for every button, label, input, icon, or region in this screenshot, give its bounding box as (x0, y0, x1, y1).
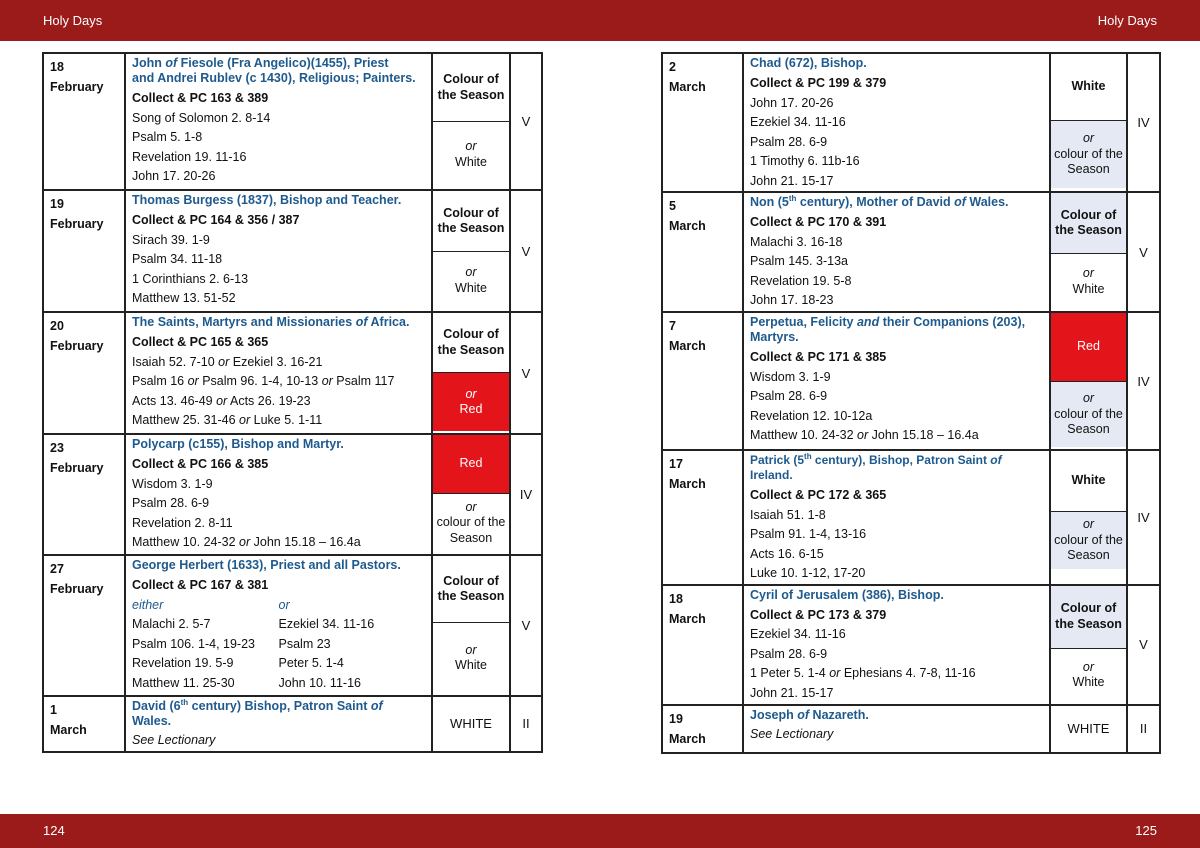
commemoration-title: John of Fiesole (Fra Angelico)(1455), Priest and Andrei Rublev (c 1430), Religious; Painters. (132, 56, 416, 85)
liturgical-colour-cell (1050, 53, 1127, 192)
colour-primary: White (1071, 79, 1106, 94)
colour-alternative: or colour of the Season (1051, 381, 1126, 447)
rank-numeral: V (1127, 192, 1160, 312)
content-cell (743, 312, 1050, 450)
reading: John 17. 20-26 (750, 95, 834, 110)
collect-line: Collect & PC 173 & 379 (750, 607, 887, 622)
content-cell (743, 192, 1050, 312)
colour-alternative: or White (1051, 253, 1126, 309)
reading: Psalm 34. 11-18 (132, 252, 223, 266)
month: February (50, 80, 104, 94)
header-bar (0, 0, 1200, 41)
reading: Wisdom 3. 1-9 (132, 476, 213, 491)
reading: Psalm 106. 1-4, 19-23 (132, 636, 255, 651)
colour-primary: Colour of the Season (437, 72, 505, 102)
reading: Psalm 16 or Psalm 96. 1-4, 10-13 or Psalm 117 (132, 374, 395, 388)
reading: Peter 5. 1-4 (278, 656, 344, 670)
day: 7 (669, 319, 676, 333)
collect-line: Collect & PC 171 & 385 (750, 350, 887, 364)
colour-primary: White (1071, 473, 1106, 488)
day: 18 (669, 591, 683, 606)
commemoration-title: George Herbert (1633), Priest and all Pastors. (132, 558, 401, 572)
reading: Matthew 11. 25-30 (132, 675, 235, 690)
reading: Sirach 39. 1-9 (132, 232, 210, 247)
rank-numeral: IV (1127, 450, 1160, 585)
collect-line: Collect & PC 172 & 365 (750, 488, 887, 502)
date-cell (662, 450, 743, 585)
colour-primary-red: Red (1051, 313, 1126, 381)
reading: Psalm 28. 6-9 (750, 134, 828, 149)
day: 2 (669, 60, 676, 74)
commemoration-title: Chad (672), Bishop. (750, 56, 867, 70)
reading: Isaiah 52. 7-10 or Ezekiel 3. 16-21 (132, 354, 323, 369)
collect-line: Collect & PC 170 & 391 (750, 215, 887, 229)
date-cell (662, 585, 743, 705)
collect-line: Collect & PC 163 & 389 (132, 91, 269, 105)
colour-primary: Colour of the Season (437, 573, 505, 603)
colour-alternative: or White (433, 622, 509, 693)
rank-numeral: IV (1127, 312, 1160, 450)
content-cell (125, 555, 432, 696)
reading: Psalm 23 (278, 636, 331, 651)
reading: John 17. 20-26 (132, 169, 216, 183)
commemoration-title: Joseph of Nazareth. (750, 707, 869, 722)
page-number-left: 124 (43, 823, 65, 838)
commemoration-title: Patrick (5th century), Bishop, Patron Saint of Ireland. (750, 452, 1002, 482)
left-page-table (42, 52, 543, 753)
date-cell (43, 555, 125, 696)
table-row (662, 705, 1160, 753)
content-cell (125, 434, 432, 555)
month: February (50, 461, 104, 475)
month: March (669, 219, 706, 233)
reading: Revelation 2. 8-11 (132, 515, 233, 530)
rank-numeral: V (1127, 585, 1160, 705)
reading: Song of Solomon 2. 8-14 (132, 110, 271, 125)
reading: Ezekiel 34. 11-16 (750, 627, 846, 641)
reading: Acts 16. 6-15 (750, 546, 824, 561)
reading: Malachi 2. 5-7 (132, 617, 211, 631)
collect-line: Collect & PC 166 & 385 (132, 457, 269, 471)
reading: Revelation 19. 11-16 (132, 149, 247, 164)
content-cell (743, 53, 1050, 192)
table-row (43, 53, 542, 190)
reading: Psalm 28. 6-9 (132, 496, 210, 510)
running-header-right: Holy Days (1097, 13, 1157, 28)
or-label: or (278, 597, 290, 612)
content-cell (125, 190, 432, 312)
right-page-table (661, 52, 1161, 754)
footer-bar (0, 814, 1200, 848)
reading: Psalm 28. 6-9 (750, 389, 828, 403)
rank-numeral: V (510, 555, 542, 696)
colour-alternative: or White (1051, 648, 1126, 702)
liturgical-colour-cell (432, 434, 510, 555)
reading: Matthew 13. 51-52 (132, 291, 236, 305)
liturgical-colour-cell (1050, 585, 1127, 705)
commemoration-title: The Saints, Martyrs and Missionaries of Africa. (132, 315, 410, 329)
liturgical-colour-cell (432, 555, 510, 696)
content-cell (125, 696, 432, 752)
collect-line: Collect & PC 199 & 379 (750, 76, 887, 90)
colour-primary-red: Red (433, 435, 509, 493)
date-cell (662, 53, 743, 192)
colour-white: WHITE (1050, 705, 1127, 753)
reading: John 10. 11-16 (278, 675, 361, 690)
date-cell (662, 192, 743, 312)
liturgical-colour-cell (432, 190, 510, 312)
day: 23 (50, 441, 64, 455)
date-cell (43, 696, 125, 752)
content-cell (743, 450, 1050, 585)
colour-primary: Colour of the Season (437, 327, 505, 357)
day: 19 (669, 711, 683, 726)
day: 19 (50, 197, 64, 211)
see-lectionary: See Lectionary (750, 726, 834, 741)
reading: Malachi 3. 16-18 (750, 234, 843, 249)
rank-numeral: V (510, 53, 542, 190)
either-label: either (132, 597, 164, 612)
reading: Psalm 5. 1-8 (132, 130, 203, 144)
liturgical-colour-cell (1050, 450, 1127, 585)
colour-alternative: or White (433, 121, 509, 187)
reading: Psalm 91. 1-4, 13-16 (750, 527, 867, 541)
reading: John 17. 18-23 (750, 293, 834, 307)
content-cell (125, 53, 432, 190)
reading: Ezekiel 34. 11-16 (750, 115, 846, 129)
date-cell (43, 434, 125, 555)
liturgical-colour-cell (432, 53, 510, 190)
colour-alternative: or colour of the Season (433, 493, 509, 552)
commemoration-title: Non (5th century), Mother of David of Wales. (750, 193, 1009, 209)
rank-numeral: II (1127, 705, 1160, 753)
collect-line: Collect & PC 165 & 365 (132, 335, 269, 349)
rank-numeral: V (510, 190, 542, 312)
table-row (43, 190, 542, 312)
content-cell (125, 312, 432, 434)
collect-line: Collect & PC 167 & 381 (132, 578, 269, 592)
readings-or (279, 596, 426, 694)
colour-alternative: or colour of the Season (1051, 120, 1126, 188)
colour-alternative: or colour of the Season (1051, 511, 1126, 569)
table-row (662, 192, 1160, 312)
rank-numeral: IV (1127, 53, 1160, 192)
table-row (662, 312, 1160, 450)
month: February (50, 582, 104, 596)
month: March (669, 80, 706, 94)
reading: Luke 10. 1-12, 17-20 (750, 566, 866, 580)
day: 20 (50, 319, 64, 333)
reading: Psalm 28. 6-9 (750, 646, 828, 661)
reading: 1 Timothy 6. 11b-16 (750, 154, 860, 168)
month: March (669, 339, 706, 353)
colour-alternative-red: or Red (433, 372, 509, 431)
date-cell (43, 53, 125, 190)
liturgical-colour-cell (432, 312, 510, 434)
table-row (662, 450, 1160, 585)
reading: Matthew 10. 24-32 or John 15.18 – 16.4a (750, 428, 979, 442)
day: 27 (50, 562, 64, 576)
table-row (43, 312, 542, 434)
day: 1 (50, 703, 57, 717)
commemoration-title: Thomas Burgess (1837), Bishop and Teacher. (132, 193, 402, 207)
commemoration-title: Cyril of Jerusalem (386), Bishop. (750, 587, 944, 602)
date-cell (662, 705, 743, 753)
running-header-left: Holy Days (43, 13, 103, 28)
colour-primary: Colour of the Season (437, 205, 505, 235)
month: March (50, 723, 87, 737)
month: February (50, 217, 104, 231)
page-number-right: 125 (1135, 823, 1157, 838)
colour-primary: Colour of the Season (1051, 193, 1126, 253)
colour-white: WHITE (432, 696, 510, 752)
reading: Revelation 19. 5-9 (132, 656, 234, 670)
liturgical-colour-cell (1050, 192, 1127, 312)
reading: John 21. 15-17 (750, 173, 834, 188)
table-row (43, 434, 542, 555)
reading: Matthew 10. 24-32 or John 15.18 – 16.4a (132, 535, 361, 549)
readings-either (132, 596, 279, 694)
table-row (662, 53, 1160, 192)
date-cell (662, 312, 743, 450)
reading: 1 Peter 5. 1-4 or Ephesians 4. 7-8, 11-16 (750, 666, 976, 680)
reading: Wisdom 3. 1-9 (750, 369, 831, 384)
month: March (669, 477, 706, 491)
table-row (43, 696, 542, 752)
reading: Revelation 19. 5-8 (750, 273, 852, 288)
alternative-readings (132, 596, 425, 694)
commemoration-title: Polycarp (c155), Bishop and Martyr. (132, 437, 344, 451)
colour-primary: Colour of the Season (1051, 586, 1126, 648)
reading: Matthew 25. 31-46 or Luke 5. 1-11 (132, 413, 323, 427)
day: 17 (669, 457, 683, 471)
month: March (669, 611, 706, 626)
reading: Revelation 12. 10-12a (750, 408, 873, 423)
commemoration-title: Perpetua, Felicity and their Companions (203), Martyrs. (750, 315, 1026, 344)
reading: John 21. 15-17 (750, 685, 834, 700)
commemoration-title: David (6th century) Bishop, Patron Saint of Wales. (132, 697, 383, 728)
reading: Isaiah 51. 1-8 (750, 507, 826, 522)
table-row (43, 555, 542, 696)
table-row (662, 585, 1160, 705)
see-lectionary: See Lectionary (132, 733, 216, 747)
day: 5 (669, 199, 676, 213)
rank-numeral: IV (510, 434, 542, 555)
reading: Acts 13. 46-49 or Acts 26. 19-23 (132, 393, 311, 408)
collect-line: Collect & PC 164 & 356 / 387 (132, 213, 300, 227)
reading: Ezekiel 34. 11-16 (278, 617, 375, 631)
liturgical-colour-cell (1050, 312, 1127, 450)
content-cell (743, 705, 1050, 753)
month: February (50, 339, 104, 353)
month: March (669, 731, 706, 746)
content-cell (743, 585, 1050, 705)
colour-alternative: or White (433, 251, 509, 309)
reading: 1 Corinthians 2. 6-13 (132, 271, 249, 286)
day: 18 (50, 60, 64, 74)
reading: Psalm 145. 3-13a (750, 254, 848, 268)
date-cell (43, 190, 125, 312)
date-cell (43, 312, 125, 434)
rank-numeral: V (510, 312, 542, 434)
rank-numeral: II (510, 696, 542, 752)
